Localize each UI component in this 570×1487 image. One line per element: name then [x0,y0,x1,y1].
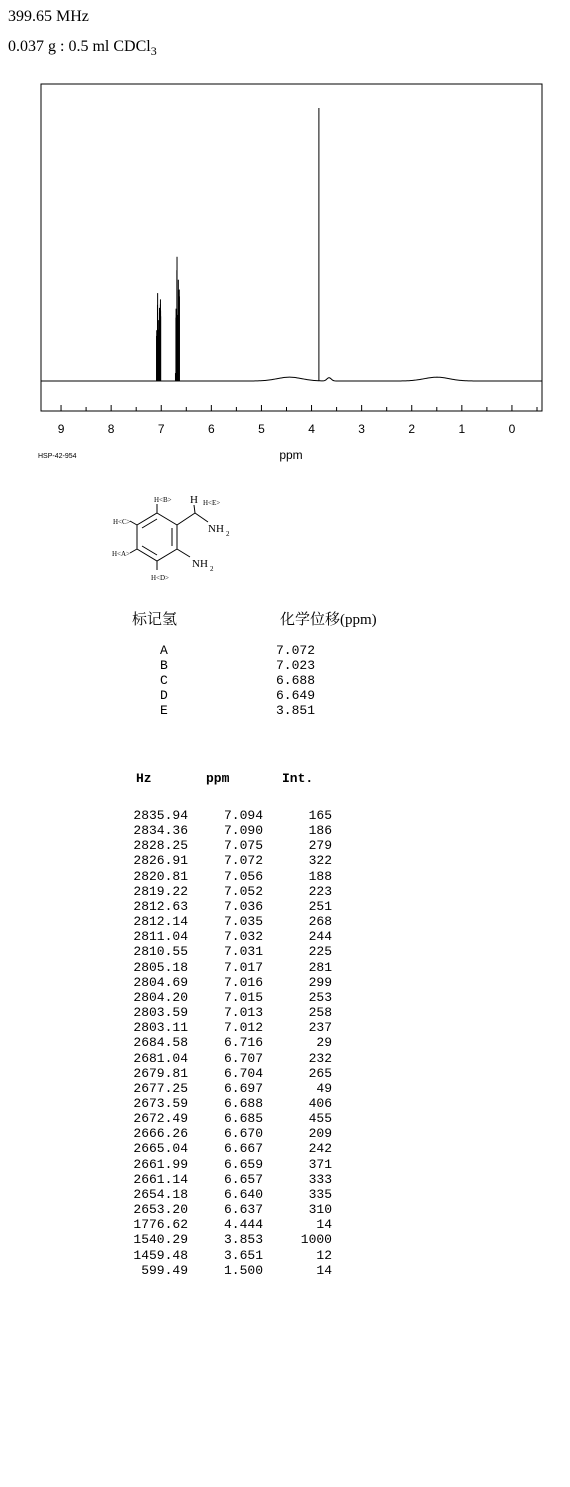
peak-ppm: 1.500 [223,1262,263,1278]
peak-ppm: 6.697 [223,1080,263,1096]
peak-ppm: 6.688 [223,1095,263,1111]
peak-int: 242 [308,1141,332,1157]
peak-int: 14 [316,1217,332,1233]
peak-int: 299 [308,974,332,990]
peak-ppm: 7.031 [223,944,263,960]
peak-int: 14 [316,1262,332,1278]
peak-ppm: 6.667 [223,1141,263,1157]
peak-hz: 2819.22 [133,883,188,899]
shift-row [160,703,315,718]
peak-row [118,1111,332,1126]
peak-table [118,808,332,1278]
label-nh2-top-sub: 2 [226,530,230,538]
peak-hz: 1540.29 [133,1232,188,1248]
peak-ppm: 7.032 [223,929,263,945]
label-h-methylene: H [190,494,198,506]
sample-text: 0.037 g : 0.5 ml CDCl [8,38,151,55]
peak-hz: 2673.59 [133,1095,188,1111]
peak-int: 29 [316,1035,332,1051]
peak-row [118,990,332,1005]
spectrum-peaks [157,108,319,381]
peak-ppm: 7.016 [223,974,263,990]
peak-hz: 2810.55 [133,944,188,960]
peak-int: 223 [308,883,332,899]
peak-ppm: 7.036 [223,898,263,914]
peak-ppm: 7.013 [223,1005,263,1021]
spectrometer-frequency: 399.65 MHz [8,8,89,25]
peak-row [118,944,332,959]
peak-header-hz: Hz [136,771,152,786]
x-tick-label: 6 [207,422,215,436]
peak-row [118,1035,332,1050]
x-axis-label: ppm [279,448,303,462]
peak-hz: 2653.20 [133,1202,188,1218]
shift-value: 3.851 [276,703,316,718]
shift-table [160,643,315,718]
peak-ppm: 7.090 [223,823,263,839]
peak-int: 1000 [300,1232,332,1248]
x-tick-label: 4 [308,422,315,436]
plot-frame [41,84,542,411]
peak-int: 49 [316,1080,332,1096]
peak-hz: 2812.63 [133,898,188,914]
peak-int: 186 [308,823,332,839]
peak-ppm: 7.035 [223,914,263,930]
peak-row [118,1005,332,1020]
peak-hz: 1776.62 [133,1217,188,1233]
peak-int: 188 [308,868,332,884]
peak-ppm: 6.685 [223,1111,263,1127]
peak-int: 322 [308,853,332,869]
peak-hz: 2803.59 [133,1005,188,1021]
spectrum-trace [41,377,542,381]
peak-int: 12 [316,1247,332,1263]
peak-int: 371 [308,1156,332,1172]
peak-int: 281 [308,959,332,975]
peak-ppm: 7.075 [223,838,263,854]
peak-row [118,853,332,868]
peak-hz: 2661.99 [133,1156,188,1172]
peak-row [118,1202,332,1217]
peak-hz: 2672.49 [133,1111,188,1127]
peak-row [118,1217,332,1232]
peak-ppm: 7.015 [223,989,263,1005]
label-hb: H<B> [154,496,172,504]
peak-ppm: 7.017 [223,959,263,975]
peak-ppm: 6.670 [223,1126,263,1142]
peak-hz: 2805.18 [133,959,188,975]
peak-ppm: 7.094 [223,808,263,823]
peak-ppm: 6.659 [223,1156,263,1172]
label-nh2-top: NH [208,523,224,535]
x-tick-label: 0 [508,422,516,436]
shift-label: E [160,703,168,718]
peak-ppm: 6.704 [223,1065,263,1081]
peak-hz: 2665.04 [133,1141,188,1157]
x-tick-label: 2 [408,422,416,436]
peak-int: 165 [308,808,332,823]
peak-int: 244 [308,929,332,945]
x-tick-label: 1 [458,422,466,436]
peak-hz: 2654.18 [133,1186,188,1202]
peak-ppm: 6.707 [223,1050,263,1066]
peak-ppm: 4.444 [223,1217,263,1233]
label-nh2-bottom: NH [192,558,208,570]
peak-ppm: 3.651 [223,1247,263,1263]
peak-row [118,884,332,899]
peak-hz: 1459.48 [133,1247,188,1263]
peak-hz: 2681.04 [133,1050,188,1066]
peak-hz: 2684.58 [133,1035,188,1051]
peak-int: 268 [308,914,332,930]
peak-int: 310 [308,1202,332,1218]
x-axis-tick-labels [58,422,516,436]
peak-int: 333 [308,1171,332,1187]
peak-int: 279 [308,838,332,854]
peak-ppm: 6.716 [223,1035,263,1051]
peak-row [118,1157,332,1172]
peak-int: 237 [308,1020,332,1036]
peak-hz: 2812.14 [133,914,188,930]
peak-row [118,1066,332,1081]
peak-row [118,960,332,975]
shift-label: B [160,658,168,673]
shift-value: 6.649 [276,688,316,703]
nmr-spectrum-chart [0,0,570,470]
peak-row [118,975,332,990]
x-axis-ticks [61,405,537,411]
peak-int: 209 [308,1126,332,1142]
peak-row [118,1187,332,1202]
peak-hz: 2820.81 [133,868,188,884]
shift-value: 7.023 [276,658,316,673]
peak-int: 406 [308,1095,332,1111]
peak-row [118,1096,332,1111]
peak-row [118,1263,332,1278]
peak-int: 265 [308,1065,332,1081]
peak-hz: 2804.69 [133,974,188,990]
peak-hz: 2677.25 [133,1080,188,1096]
peak-hz: 2826.91 [133,853,188,869]
peak-hz: 2834.36 [133,823,188,839]
peak-ppm: 3.853 [223,1232,263,1248]
shift-table-shift-header: 化学位移(ppm) [280,612,377,628]
peak-hz: 2811.04 [133,929,188,945]
molecule-structure [108,490,268,600]
label-he: H<E> [203,499,221,507]
peak-ppm: 7.052 [223,883,263,899]
peak-int: 251 [308,898,332,914]
shift-value: 6.688 [276,673,316,688]
shift-row [160,673,315,688]
peak-int: 335 [308,1186,332,1202]
peak-ppm: 7.012 [223,1020,263,1036]
shift-table-label-header: 标记氢 [132,612,178,628]
peak-hz: 2803.11 [133,1020,188,1036]
peak-row [118,1126,332,1141]
peak-ppm: 7.072 [223,853,263,869]
peak-row [118,1051,332,1066]
peak-hz: 2666.26 [133,1126,188,1142]
shift-row [160,643,315,658]
peak-row [118,929,332,944]
shift-label: C [160,673,168,688]
shift-row [160,658,315,673]
peak-hz: 2661.14 [133,1171,188,1187]
peak-int: 232 [308,1050,332,1066]
peak-row [118,838,332,853]
label-hd: H<D> [151,574,170,582]
peak-row [118,899,332,914]
spectrum-code: HSP-42-954 [38,453,77,460]
peak-ppm: 6.657 [223,1171,263,1187]
peak-hz: 2835.94 [133,808,188,823]
peak-int: 258 [308,1005,332,1021]
x-tick-label: 3 [358,422,365,436]
sample-subscript: 3 [150,44,157,59]
peak-header-ppm: ppm [206,771,230,786]
peak-hz: 2679.81 [133,1065,188,1081]
x-tick-label: 8 [107,422,115,436]
peak-row [118,914,332,929]
x-tick-label: 7 [157,422,165,436]
label-ha: H<A> [112,550,131,558]
peak-row [118,1232,332,1247]
peak-ppm: 6.640 [223,1186,263,1202]
x-tick-label: 9 [57,422,65,436]
peak-row [118,1020,332,1035]
peak-hz: 2804.20 [133,989,188,1005]
label-nh2-bottom-sub: 2 [210,565,214,573]
shift-label: A [160,643,168,658]
peak-ppm: 6.637 [223,1202,263,1218]
shift-value: 7.072 [276,643,316,658]
peak-row [118,1081,332,1096]
peak-int: 455 [308,1111,332,1127]
peak-hz: 2828.25 [133,838,188,854]
peak-row [118,823,332,838]
peak-int: 253 [308,989,332,1005]
shift-row [160,688,315,703]
shift-label: D [160,688,168,703]
peak-row [118,869,332,884]
peak-int: 225 [308,944,332,960]
label-hc: H<C> [113,518,131,526]
peak-ppm: 7.056 [223,868,263,884]
peak-row [118,1172,332,1187]
peak-row [118,1248,332,1263]
peak-header-int: Int. [282,771,314,786]
peak-row [118,1141,332,1156]
benzene-ring [137,513,177,561]
peak-hz: 599.49 [141,1262,188,1278]
x-tick-label: 5 [258,422,265,436]
peak-row [118,808,332,823]
